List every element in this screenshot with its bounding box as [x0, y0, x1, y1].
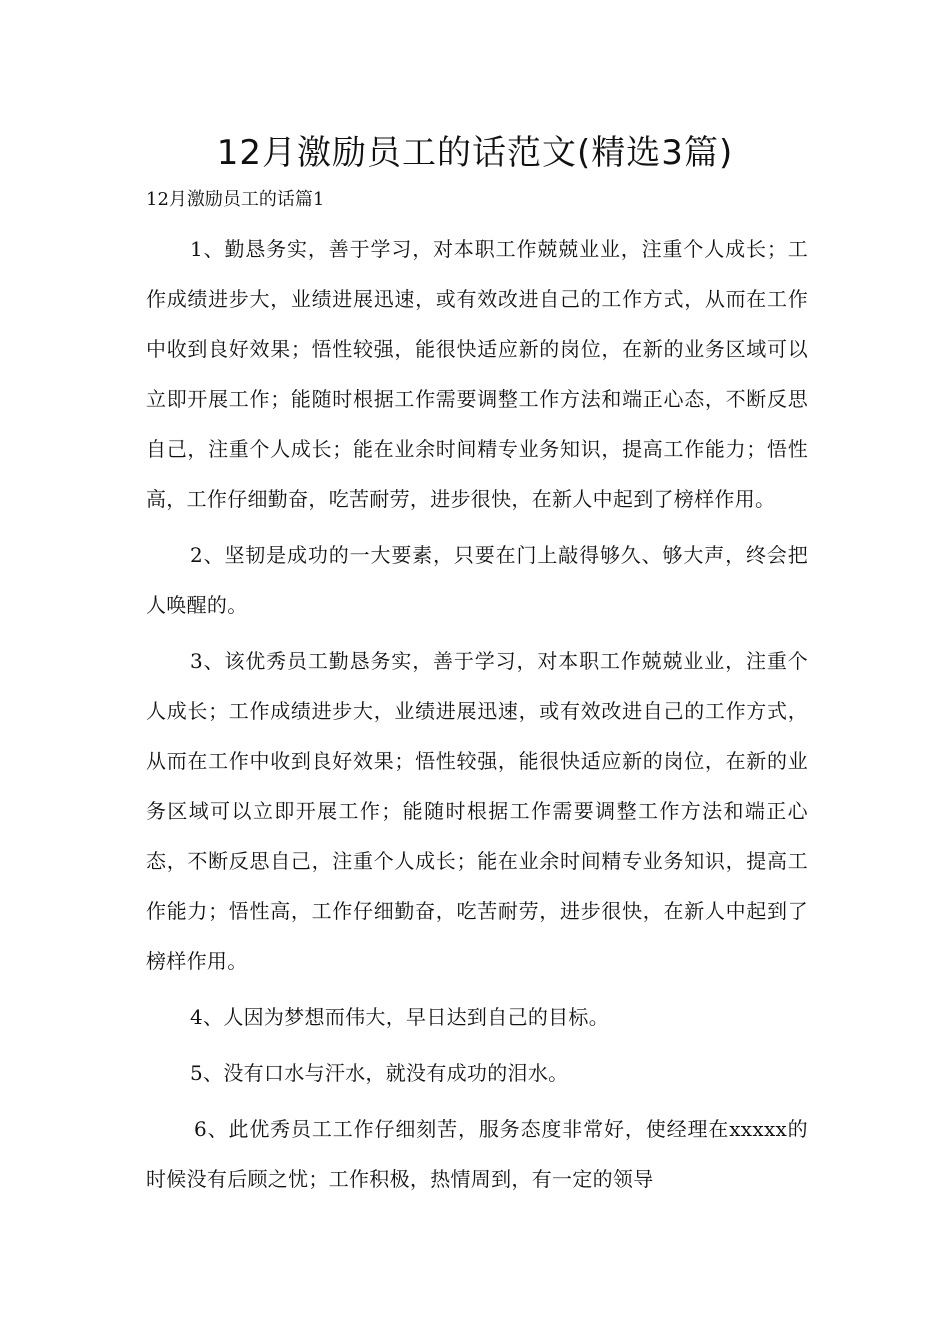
document-body: [146, 224, 808, 1210]
paragraph-2: 2、坚韧是成功的一大要素，只要在门上敲得够久、够大声，终会把人唤醒的。: [146, 543, 808, 617]
paragraph-5: 5、没有口水与汗水，就没有成功的泪水。: [190, 1061, 569, 1085]
paragraph-6: 6、此优秀员工工作仔细刻苦，服务态度非常好，使经理在xxxxx的时候没有后顾之忧；工作积极，热情周到，有一定的领导: [146, 1117, 808, 1191]
section-heading: 12月激励员工的话篇1: [146, 189, 325, 210]
paragraph-3: 3、该优秀员工勤恳务实，善于学习，对本职工作兢兢业业，注重个人成长；工作成绩进步大，业绩进展迅速，或有效改进自己的工作方式，从而在工作中收到良好效果；悟性较强，能很快适应新的岗位，在新的业务区域可以立即开展工作；能随时根据工作需要调整工作方法和端正心态，不断反思自己，注重个人成长；能在业余时间精专业务知识，提高工作能力；悟性高，工作仔细勤奋，吃苦耐劳，进步很快，在新人中起到了榜样作用。: [146, 649, 808, 973]
paragraph-4: 4、人因为梦想而伟大，早日达到自己的目标。: [190, 1005, 610, 1029]
paragraph-1: 1、勤恳务实，善于学习，对本职工作兢兢业业，注重个人成长；工作成绩进步大，业绩进展迅速，或有效改进自己的工作方式，从而在工作中收到良好效果；悟性较强，能很快适应新的岗位，在新的业务区域可以立即开展工作；能随时根据工作需要调整工作方法和端正心态，不断反思自己，注重个人成长；能在业余时间精专业务知识，提高工作能力；悟性高，工作仔细勤奋，吃苦耐劳，进步很快，在新人中起到了榜样作用。: [146, 237, 808, 511]
document-title: 12月激励员工的话范文(精选3篇): [216, 133, 734, 173]
